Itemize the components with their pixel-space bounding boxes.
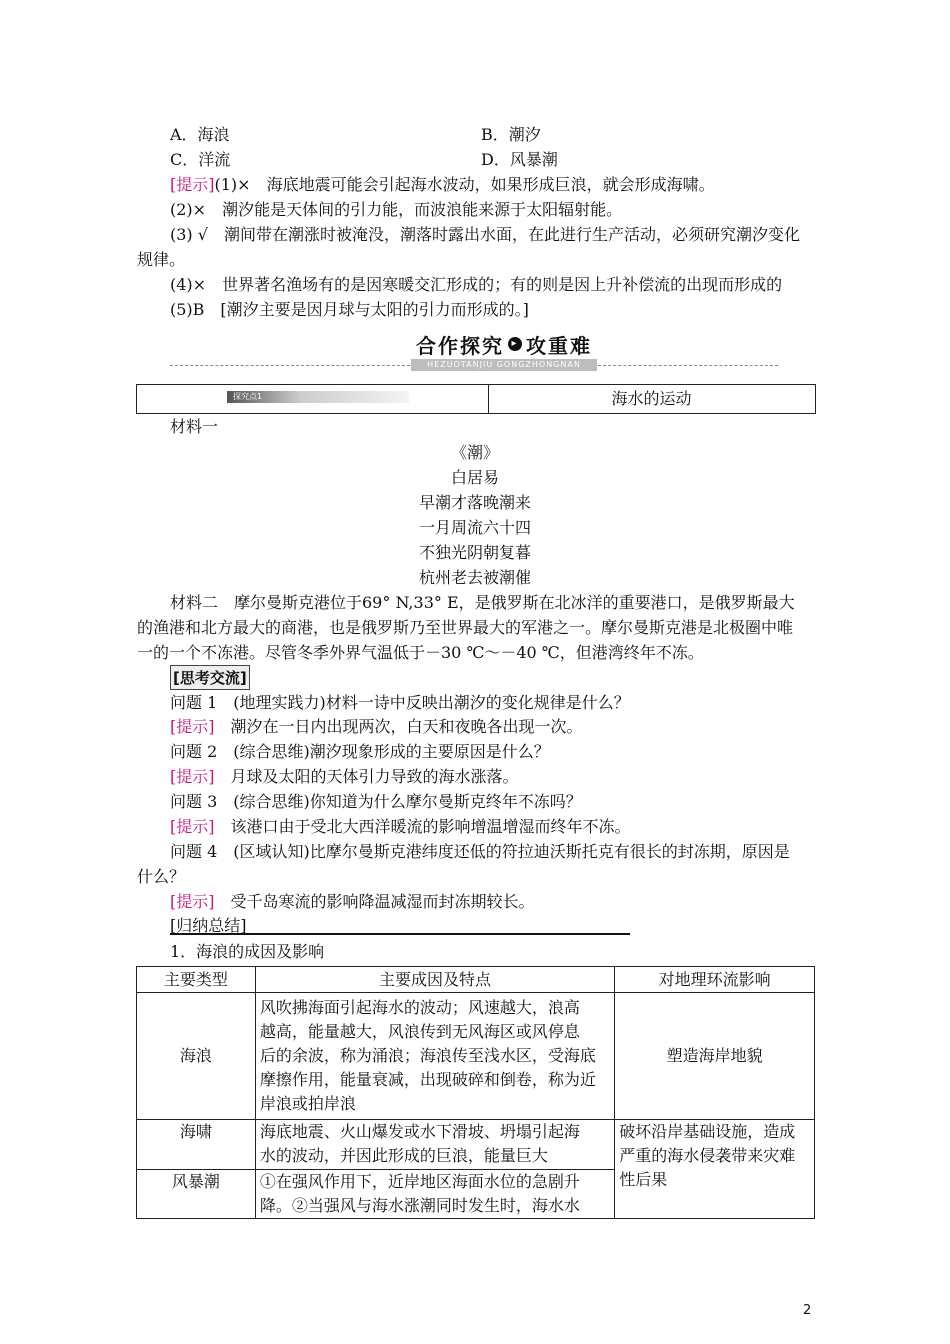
table-header: 主要成因及特点 (255, 967, 614, 993)
option-a: A．海浪 (170, 125, 230, 144)
cell-type: 海啸 (137, 1120, 256, 1170)
cell-type: 海浪 (137, 993, 256, 1120)
cell-type: 风暴潮 (137, 1170, 256, 1219)
hint-4: [提示] 受千岛寒流的影响降温减湿而封冻期较长。 (170, 892, 535, 911)
explore-box (136, 384, 816, 414)
answer-4: (4)× 世界著名渔场有的是因寒暖交汇形成的；有的则是因上升补偿流的出现而形成的 (170, 275, 783, 294)
answer-2: (2)× 潮汐能是天体间的引力能，而波浪能来源于太阳辐射能。 (170, 200, 623, 219)
hint-2: [提示] 月球及太阳的天体引力导致的海水涨落。 (170, 767, 519, 786)
cell-effect: 塑造海岸地貌 (615, 993, 815, 1120)
poem-title: 《潮》 (450, 443, 499, 462)
poem-line: 早潮才落晚潮来 (418, 493, 531, 512)
summary-rule (170, 933, 630, 935)
poem-line: 不独光阴朝复暮 (418, 543, 531, 562)
answer-1: [提示](1)× 海底地震可能会引起海水波动，如果形成巨浪，就会形成海啸。 (170, 175, 715, 194)
question-4-cont: 什么？ (137, 867, 186, 886)
poem-line: 一月周流六十四 (418, 518, 531, 537)
option-c: C．洋流 (170, 150, 231, 169)
summary-heading: [归纳总结] (170, 916, 247, 935)
cell-cause: 海底地震、火山爆发或水下滑坡、坍塌引起海 水的波动，并因此形成的巨浪，能量巨大 (255, 1120, 614, 1170)
divider-right (598, 365, 778, 366)
question-3: 问题 3 (综合思维)你知道为什么摩尔曼斯克终年不冻吗？ (170, 792, 582, 811)
table-header-row (137, 967, 815, 993)
option-d: D．风暴潮 (481, 150, 558, 169)
table-row (137, 993, 815, 1120)
answer-5: (5)B [潮汐主要是因月球与太阳的引力而形成的。] (170, 300, 529, 319)
poem-line: 杭州老去被潮催 (418, 568, 531, 587)
material1-label: 材料一 (170, 417, 219, 436)
question-4: 问题 4 (区域认知)比摩尔曼斯克港纬度还低的符拉迪沃斯托克有很长的封冻期，原因是 (170, 842, 790, 861)
material2-line: 一的一个不冻港。尽管冬季外界气温低于－30 ℃～－40 ℃，但港湾终年不冻。 (137, 643, 704, 662)
page-number: 2 (803, 1303, 812, 1318)
think-heading: [思考交流] (170, 665, 250, 690)
cell-cause: ①在强风作用下，近岸地区海面水位的急剧升 降。②当强风与海水涨潮同时发生时，海水水 (255, 1170, 614, 1219)
section-banner: 合作探究 ▸ 攻重难 (416, 333, 592, 358)
material2-line: 的渔港和北方最大的商港，也是俄罗斯乃至世界最大的军港之一。摩尔曼斯克港是北极圈中唯 (137, 618, 794, 637)
explore-topic: 海水的运动 (611, 389, 692, 408)
arrow-icon: ▸ (508, 337, 522, 351)
hint-label: [提示] (170, 175, 215, 194)
question-2: 问题 2 (综合思维)潮汐现象形成的主要原因是什么？ (170, 742, 550, 761)
poem-author: 白居易 (450, 468, 499, 487)
hint-1: [提示] 潮汐在一日内出现两次，白天和夜晚各出现一次。 (170, 717, 583, 736)
hint-3: [提示] 该港口由于受北大西洋暖流的影响增温增湿而终年不冻。 (170, 817, 631, 836)
banner-subtitle: HEZUOTANJIU GONGZHONGNAN (411, 359, 597, 371)
cell-effect: 破坏沿岸基础设施，造成 严重的海水侵袭带来灾难 性后果 (615, 1120, 815, 1219)
cell-cause: 风吹拂海面引起海水的波动；风速越大，浪高 越高，能量越大，风浪传到无风海区或风停息 后的余波，称为涌浪；海浪传至浅水区，受海底 摩擦作用，能量衰减，出现破碎和倒卷，称为近 岸浪或拍岸浪 (255, 993, 614, 1120)
divider-left (170, 365, 410, 366)
question-1: 问题 1 (地理实践力)材料一诗中反映出潮汐的变化规律是什么？ (170, 693, 630, 712)
table-header: 对地理环流影响 (615, 967, 815, 993)
answer-3: (3) √ 潮间带在潮涨时被淹没，潮落时露出水面，在此进行生产活动，必须研究潮汐变化 (170, 225, 800, 244)
explore-tag: 探究点1 (227, 391, 409, 403)
table-header: 主要类型 (137, 967, 256, 993)
wave-table (136, 966, 815, 1219)
answer-3-cont: 规律。 (137, 250, 186, 269)
summary-item-1: 1．海浪的成因及影响 (170, 942, 325, 961)
table-row (137, 1120, 815, 1170)
option-b: B．潮汐 (481, 125, 541, 144)
material2-line: 材料二 摩尔曼斯克港位于69° N,33° E，是俄罗斯在北冰洋的重要港口，是俄罗斯最大 (170, 593, 795, 612)
